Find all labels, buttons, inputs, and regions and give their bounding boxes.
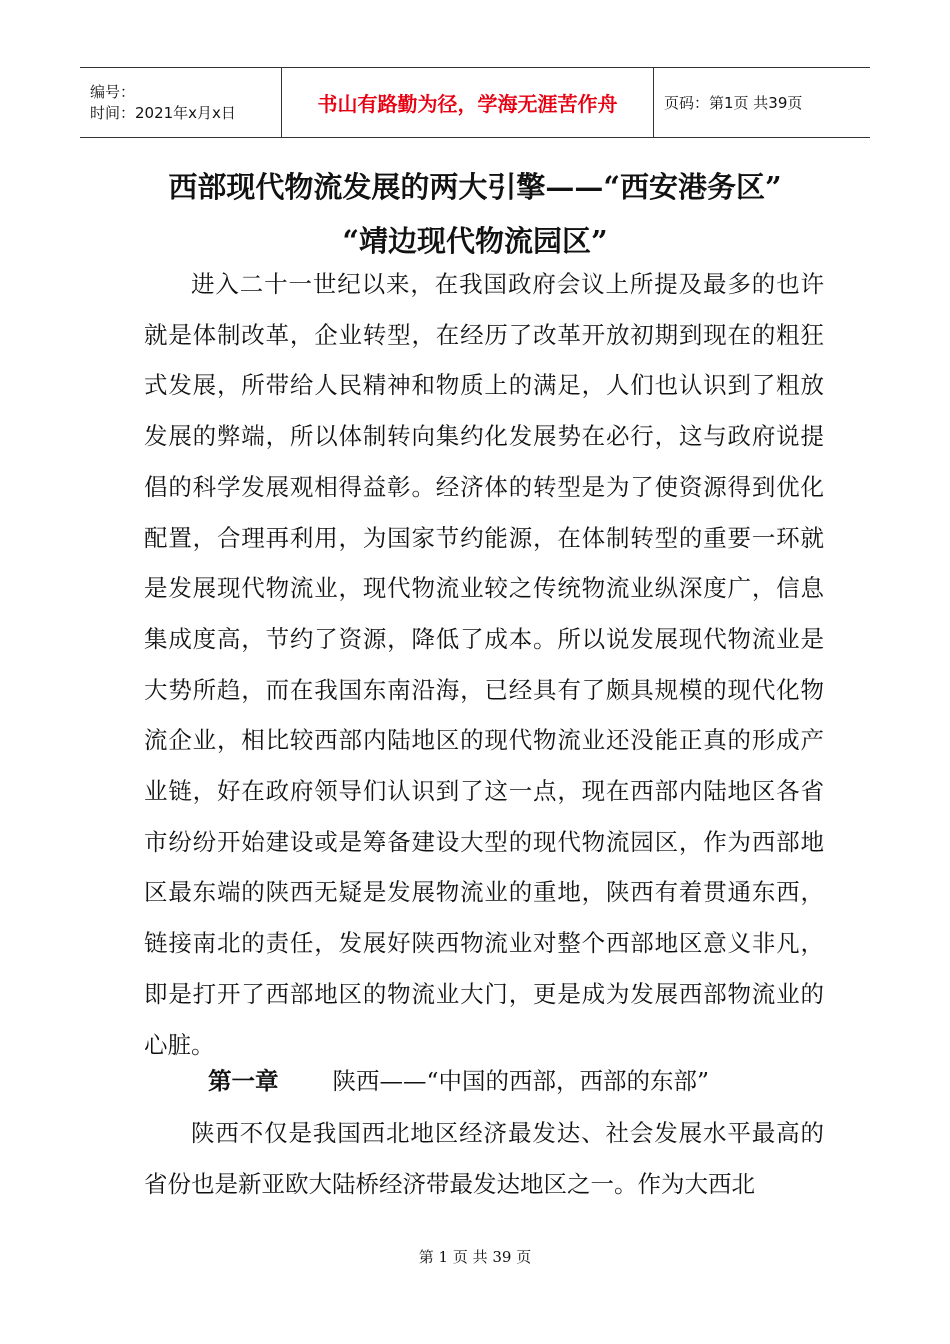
header-motto: 书山有路勤为径，学海无涯苦作舟 xyxy=(282,68,654,137)
chapter-title: 陕西——“中国的西部，西部的东部” xyxy=(332,1067,710,1095)
header-meta xyxy=(80,68,282,137)
doc-number-label: 编号： xyxy=(90,82,136,101)
intro-paragraph: 进入二十一世纪以来，在我国政府会议上所提及最多的也许就是体制改革，企业转型，在经历了改革开放初期到现在的粗狂式发展，所带给人民精神和物质上的满足，人们也认识到了粗放发展的弊端，所以体制转向集约化发展势在必行，这与政府说提倡的科学发展观相得益彰。经济体的转型是为了使资源得到优化配置，合理再利用，为国家节约能源，在体制转型的重要一环就是发展现代物流业，现代物流业较之传统物流业纵深度广，信息集成度高，节约了资源，降低了成本。所以说发展现代物流业是大势所趋，而在我国东南沿海，已经具有了颇具规模的现代化物流企业，相比较西部内陆地区的现代物流业还没能正真的形成产业链，好在政府领导们认识到了这一点，现在西部内陆地区各省市纷纷开始建设或是筹备建设大型的现代物流园区，作为西部地区最东端的陕西无疑是发展物流业的重地，陕西有着贯通东西，链接南北的责任，发展好陕西物流业对整个西部地区意义非凡，即是打开了西部地区的物流业大门，更是成为发展西部物流业的心脏。 xyxy=(144,270,824,1059)
document-title-line-2: “靖边现代物流园区” xyxy=(342,224,608,258)
chapter-number: 第一章 xyxy=(208,1067,279,1095)
page-header xyxy=(80,67,870,138)
header-page-info: 页码：第1页 共39页 xyxy=(664,94,803,112)
chapter-heading xyxy=(144,1056,824,1106)
doc-date-label: 时间：2021年x月x日 xyxy=(90,103,236,122)
page-footer: 第 1 页 共 39 页 xyxy=(418,1248,532,1266)
chapter-paragraph: 陕西不仅是我国西北地区经济最发达、社会发展水平最高的省份也是新亚欧大陆桥经济带最发达地区之一。作为大西北 xyxy=(144,1119,824,1198)
document-title-line-1: 西部现代物流发展的两大引擎——“西安港务区” xyxy=(168,170,782,204)
